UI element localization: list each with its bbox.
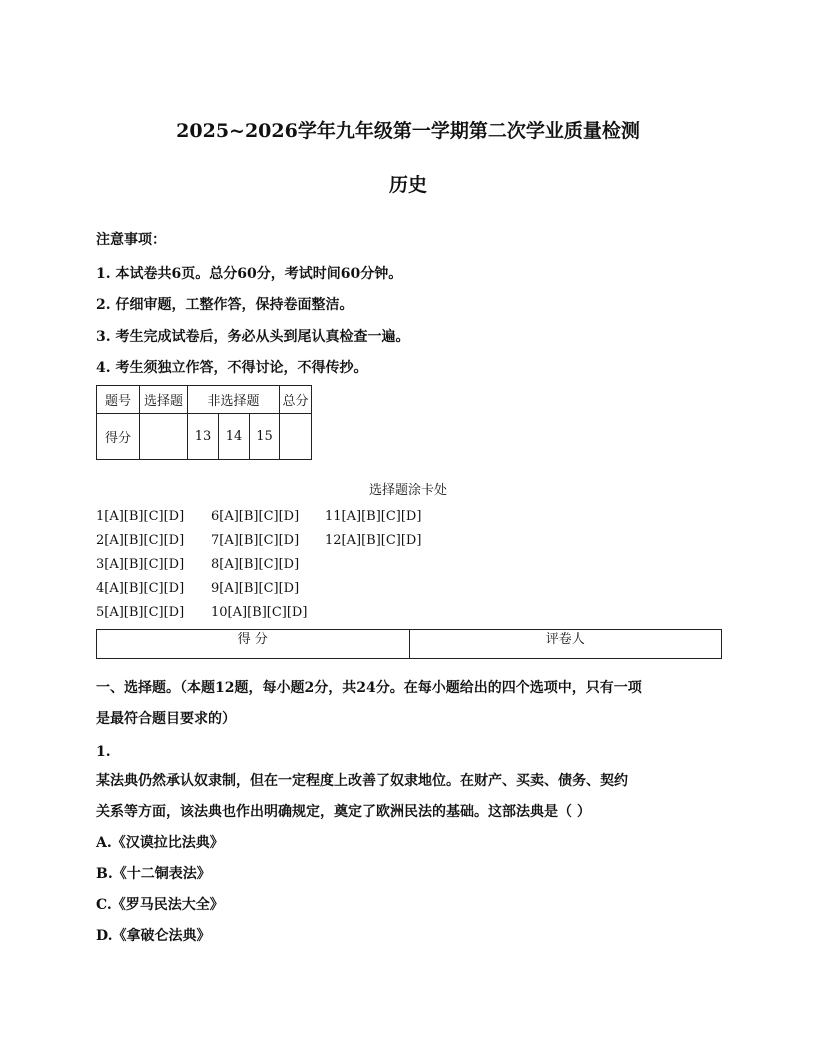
- score-table-row-label: 得分: [97, 414, 140, 460]
- subject-title: 历史: [388, 174, 427, 196]
- question-option-d[interactable]: D.《拿破仑法典》: [96, 928, 211, 944]
- score-cell-q13[interactable]: 13: [188, 414, 219, 460]
- question-stem: 关系等方面，该法典也作出明确规定，奠定了欧洲民法的基础。这部法典是（ ）: [96, 804, 591, 820]
- score-cell-q15[interactable]: 15: [250, 414, 280, 460]
- question-option-b[interactable]: B.《十二铜表法》: [96, 866, 211, 882]
- score-table-header-num: 题号: [97, 386, 140, 414]
- answer-card-title: 选择题涂卡处: [368, 483, 447, 498]
- score-cell-q14[interactable]: 14: [219, 414, 250, 460]
- section-heading: 是最符合题目要求的）: [96, 711, 236, 727]
- answer-option[interactable]: 11[A][B][C][D]: [325, 509, 422, 524]
- grader-name-label: 评卷人: [409, 630, 722, 658]
- question-stem: 某法典仍然承认奴隶制，但在一定程度上改善了奴隶地位。在财产、买卖、债务、契约: [96, 773, 628, 789]
- answer-option[interactable]: 1[A][B][C][D]: [96, 509, 185, 524]
- score-cell-choice[interactable]: [140, 414, 188, 460]
- grader-score-label: 得 分: [237, 632, 268, 647]
- question-option-c[interactable]: C.《罗马民法大全》: [96, 897, 224, 913]
- notes-heading: 注意事项：: [96, 232, 166, 248]
- answer-option[interactable]: 5[A][B][C][D]: [96, 605, 185, 620]
- score-cell-total[interactable]: [280, 414, 312, 460]
- question-option-a[interactable]: A.《汉谟拉比法典》: [96, 835, 224, 851]
- answer-option[interactable]: 2[A][B][C][D]: [96, 533, 185, 548]
- exam-title: 2025~2026学年九年级第一学期第二次学业质量检测: [176, 120, 640, 142]
- answer-option[interactable]: 7[A][B][C][D]: [211, 533, 300, 548]
- score-table-header-nonchoice: 非选择题: [188, 386, 280, 414]
- note-item: 3. 考生完成试卷后，务必从头到尾认真检查一遍。: [96, 329, 410, 345]
- score-table-header-total: 总分: [280, 386, 312, 414]
- answer-option[interactable]: 6[A][B][C][D]: [211, 509, 300, 524]
- answer-option[interactable]: 4[A][B][C][D]: [96, 581, 185, 596]
- score-table: [96, 385, 312, 460]
- answer-option[interactable]: 12[A][B][C][D]: [325, 533, 422, 548]
- section-heading: 一、选择题。（本题12题，每小题2分，共24分。在每小题给出的四个选项中，只有一项: [96, 680, 642, 696]
- answer-option[interactable]: 9[A][B][C][D]: [211, 581, 300, 596]
- note-item: 2. 仔细审题，工整作答，保持卷面整洁。: [96, 297, 354, 313]
- score-table-header-choice: 选择题: [140, 386, 188, 414]
- grader-box: [96, 629, 722, 659]
- note-item: 1. 本试卷共6页。总分60分，考试时间60分钟。: [96, 266, 403, 282]
- question-number: 1.: [96, 744, 111, 760]
- answer-option[interactable]: 10[A][B][C][D]: [211, 605, 308, 620]
- note-item: 4. 考生须独立作答，不得讨论，不得传抄。: [96, 360, 368, 376]
- answer-option[interactable]: 8[A][B][C][D]: [211, 557, 300, 572]
- answer-option[interactable]: 3[A][B][C][D]: [96, 557, 185, 572]
